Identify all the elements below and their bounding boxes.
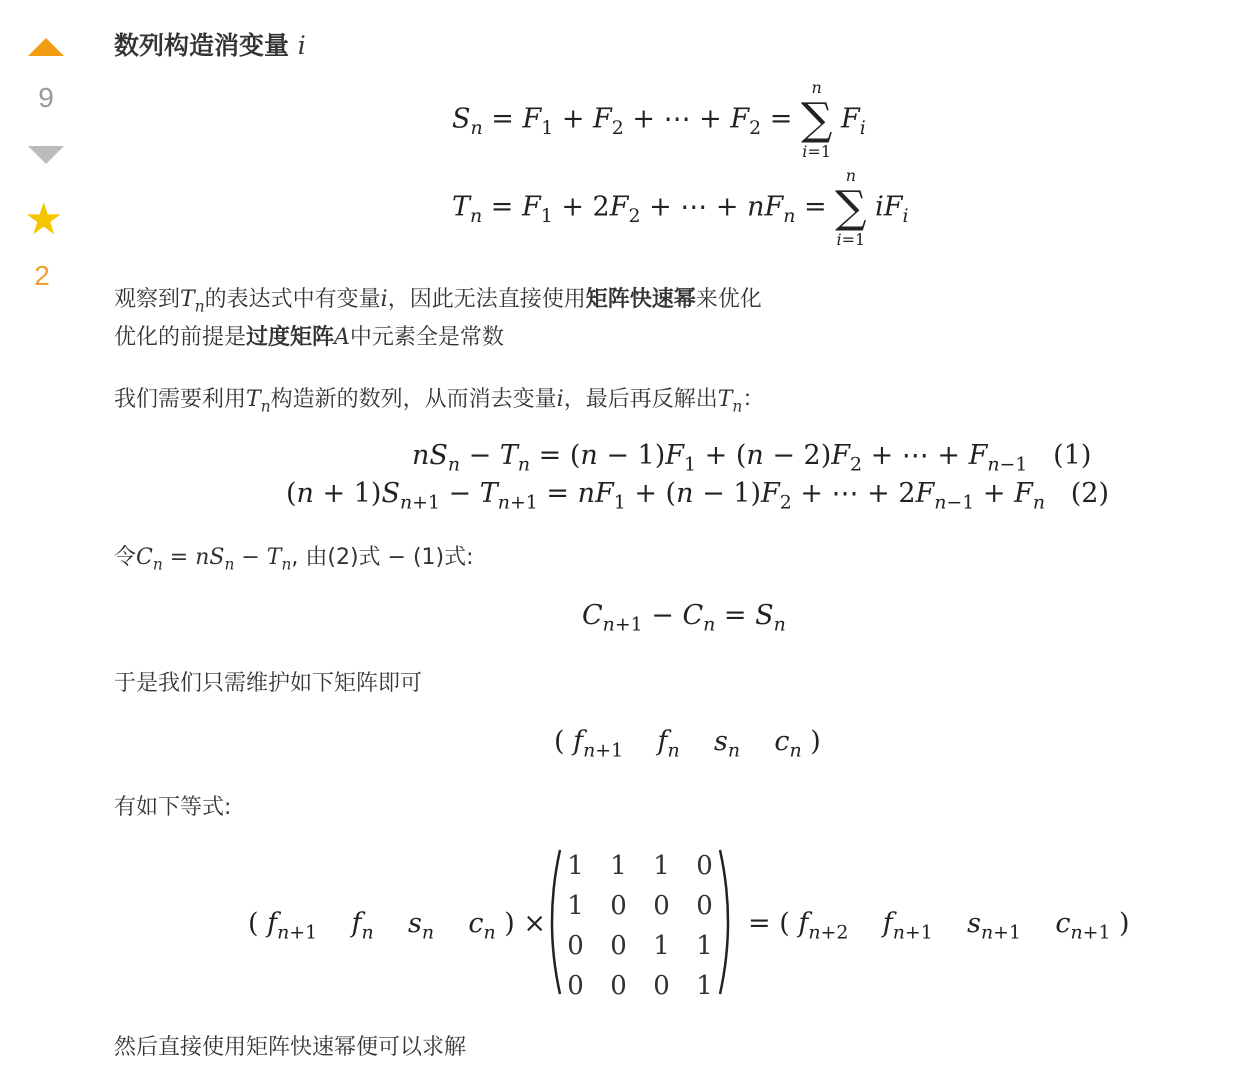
title-text: 数列构造消变量 (114, 31, 290, 60)
matrix-cell: 0 (653, 971, 670, 1001)
p1-text-d: 来优化 (695, 287, 762, 312)
equation-tn: $T_n = F_1 + 2F_2$ + ⋯ + $nF_n$ = ∑ n i=1 $iF_i$ (452, 166, 909, 249)
matrix-cell: 0 (696, 891, 713, 921)
paragraph-maintain (114, 666, 422, 697)
matrix-cell: 1 (567, 851, 584, 881)
equation-sn: $S_n = F_1 + F_2$ + ⋯ + $F_2$ = ∑ n i=1 $F_i$ (452, 78, 866, 161)
p1-bold: 矩阵快速幂 (585, 287, 696, 312)
title-var: i (297, 31, 306, 60)
star-icon[interactable]: ★ (24, 194, 64, 245)
p7-text: 然后直接使用矩阵快速幂便可以求解 (114, 1035, 467, 1060)
p5-text: 于是我们只需维护如下矩阵即可 (114, 671, 423, 696)
matrix-cell: 0 (653, 891, 670, 921)
p2-text-c: 中元素全是常数 (349, 325, 504, 350)
equation-2: $(n + 1)S_{n+1} - T_{n+1} = nF_1 + (n - 1)F_2$ + ⋯ + $2F_{n-1} + F_n$ (2) (286, 478, 1109, 514)
p4-text-a: 令 (114, 545, 137, 570)
p6-text: 有如下等式: (114, 795, 232, 820)
paragraph-observation: 观察到$T_n$的表达式中有变量i，因此无法直接使用矩阵快速幂来优化 (114, 287, 762, 316)
p3-text-c: ，最后再反解出 (563, 387, 718, 412)
matrix-cell: 1 (653, 851, 670, 881)
post-title (114, 26, 306, 62)
p3-text-b: 构造新的数列，从而消去变量 (270, 387, 557, 412)
equation-c-recurrence: $C_{n+1} - C_n = S_n$ (582, 600, 786, 636)
matrix-cell: 0 (610, 971, 627, 1001)
p2-text-a: 优化的前提是 (114, 325, 247, 350)
state-vector: ( $f_{n+1}$ $f_n$ $s_n$ $c_n$ ) (554, 726, 821, 762)
downvote-arrow-icon[interactable] (28, 146, 64, 164)
matrix-cell: 0 (696, 851, 713, 881)
vote-count: 9 (38, 82, 54, 113)
matrix-cell: 1 (696, 931, 713, 961)
p2-bold: 过度矩阵 (246, 325, 335, 350)
matrix-lhs-vector: ( $f_{n+1}$ $f_n$ $s_n$ $c_n$ ) × (248, 908, 547, 944)
paragraph-equation-intro (114, 790, 231, 821)
matrix-cell: 1 (696, 971, 713, 1001)
paragraph-conclusion (114, 1030, 466, 1061)
p3-text-d: ： (742, 387, 765, 412)
p4-text-b: , 由(2)式 − (1)式: (291, 545, 474, 570)
favorite-count: 2 (34, 260, 50, 291)
matrix-cell: 0 (610, 891, 627, 921)
matrix-cell: 1 (653, 931, 670, 961)
matrix-cell: 1 (567, 891, 584, 921)
p1-text-a: 观察到 (114, 287, 181, 312)
matrix-rhs-vector: = ( $f_{n+2}$ $f_{n+1}$ $s_{n+1}$ $c_{n+1}$ ) (748, 908, 1130, 944)
p1-text-b: 的表达式中有变量 (204, 287, 381, 312)
upvote-arrow-icon[interactable] (28, 38, 64, 56)
paragraph-construct: 我们需要利用$T_n$构造新的数列，从而消去变量i，最后再反解出$T_n$： (114, 387, 765, 416)
matrix-cell: 1 (610, 851, 627, 881)
matrix-cell: 0 (610, 931, 627, 961)
equation-1: $nS_n - T_n = (n - 1)F_1 + (n - 2)F_2$ + ⋯ + $F_{n-1}$ (1) (412, 440, 1092, 476)
p3-text-a: 我们需要利用 (114, 387, 247, 412)
paragraph-premise: 优化的前提是过度矩阵A中元素全是常数 (114, 325, 504, 350)
transition-matrix (554, 846, 726, 1006)
matrix-cell: 0 (567, 931, 584, 961)
paragraph-define-c: 令$C_n = nS_n - T_n$, 由(2)式 − (1)式: (114, 545, 474, 574)
p1-text-c: ，因此无法直接使用 (387, 287, 586, 312)
matrix-cell: 0 (567, 971, 584, 1001)
